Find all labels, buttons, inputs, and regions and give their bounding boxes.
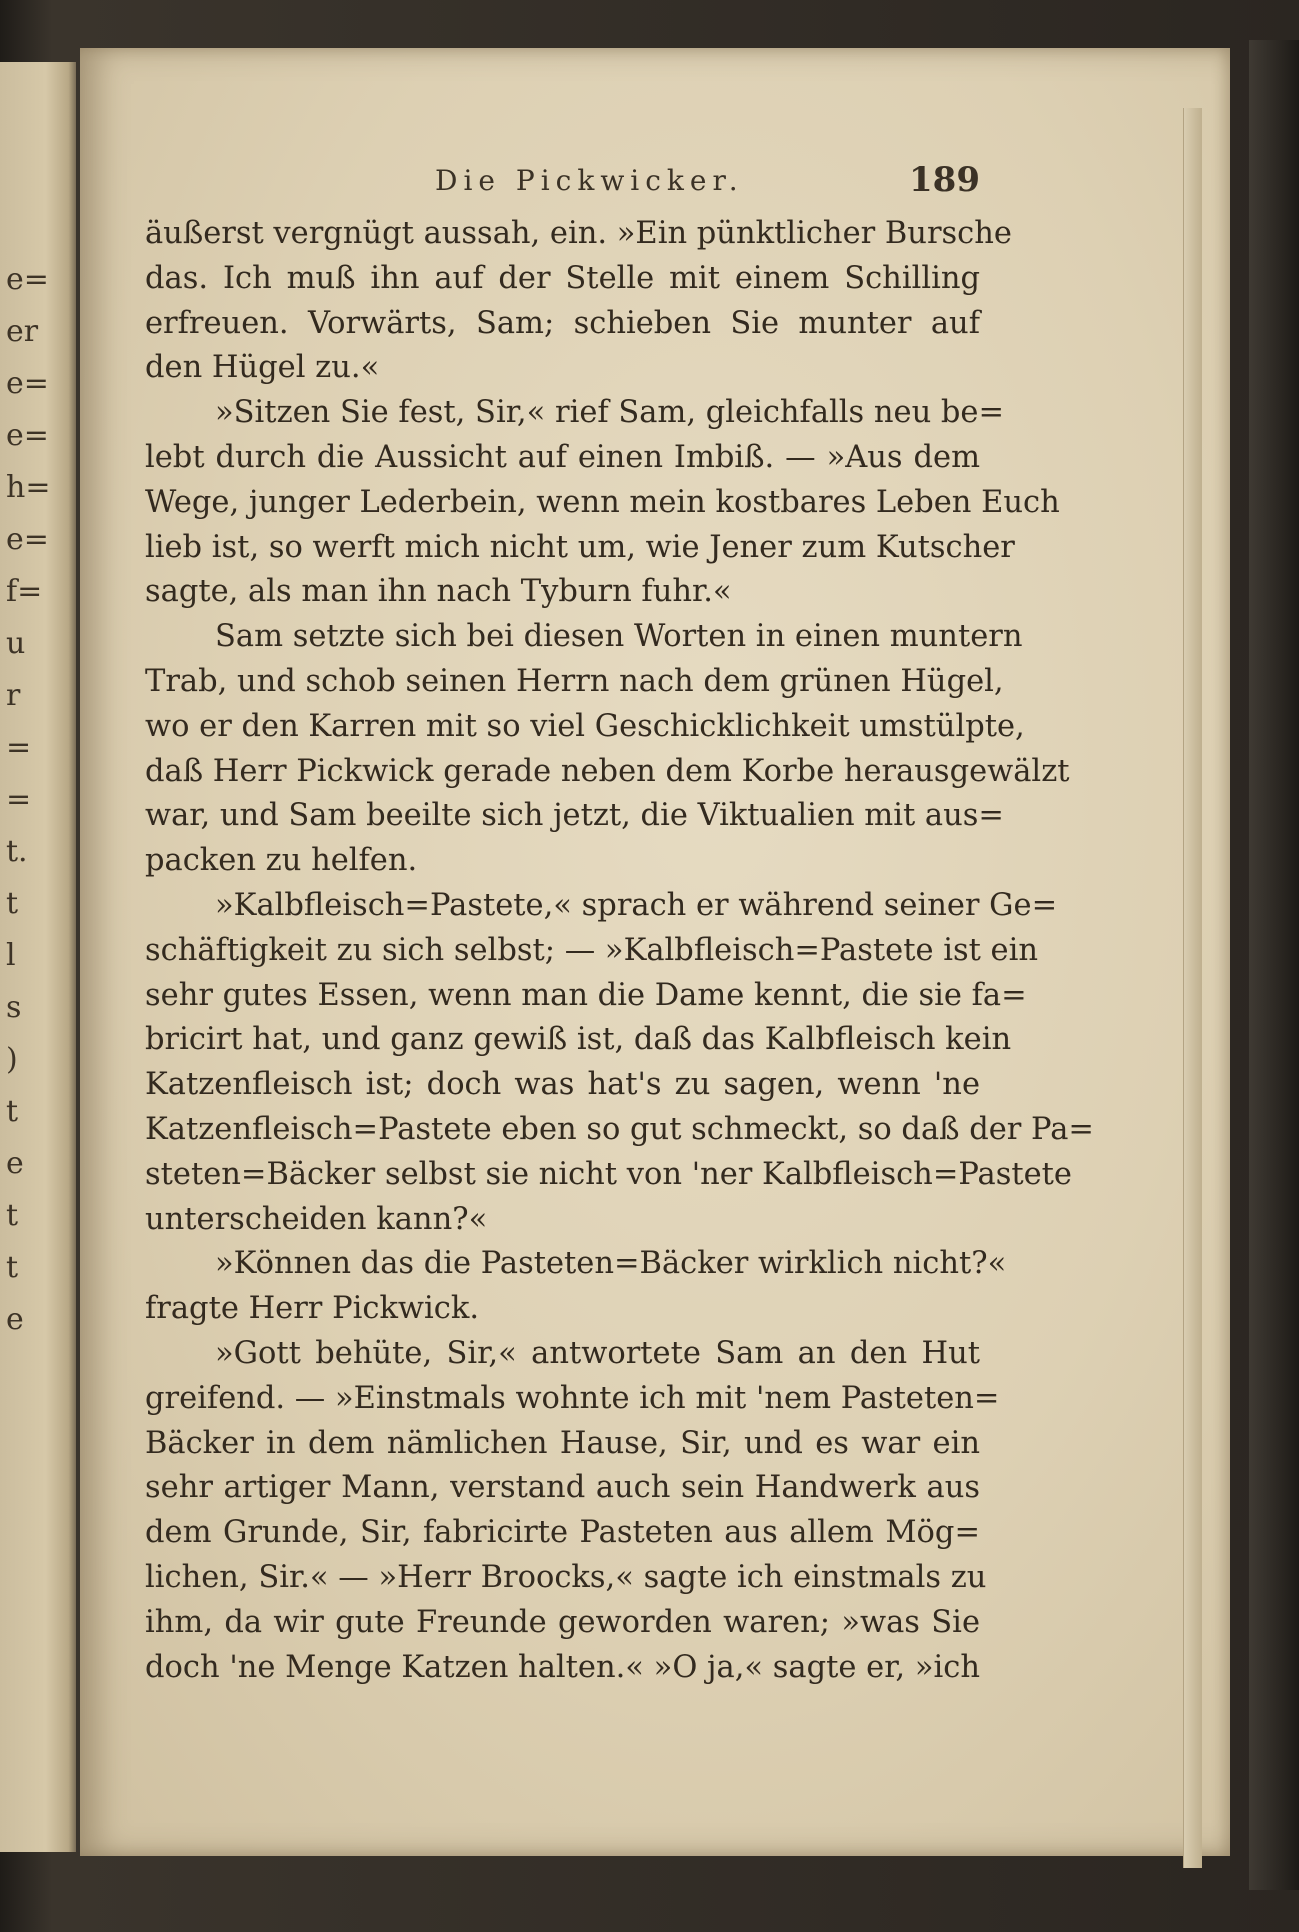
text-line: Wege, junger Lederbein, wenn mein kostbares Leben Euch	[145, 484, 1060, 520]
facing-page-fragment: e	[6, 1146, 24, 1181]
book-cover-edge	[1249, 40, 1299, 1890]
text-line: äußerst vergnügt aussah, ein. »Ein pünktlicher Bursche	[145, 216, 1012, 251]
text-line: den Hügel zu.«	[145, 350, 380, 386]
text-line: schäftigkeit zu sich selbst; — »Kalbfleisch=Pastete ist ein	[145, 932, 1039, 968]
text-line: »Kalbfleisch=Pastete,« sprach er während seiner Ge=	[215, 887, 1058, 923]
facing-page-fragment: e=	[6, 262, 49, 297]
facing-page-text-fragments	[6, 262, 66, 1362]
text-line: Trab, und schob seinen Herrn nach dem grünen Hügel,	[145, 663, 1004, 699]
text-line: doch 'ne Menge Katzen halten.« »O ja,« sagte er, »ich	[145, 1649, 980, 1685]
facing-page-fragment: =	[6, 730, 32, 765]
facing-page-fragment: u	[6, 626, 26, 661]
facing-page-fragment: h=	[6, 470, 51, 505]
facing-page-fragment: r	[6, 678, 21, 713]
facing-page-fragment: t.	[6, 834, 28, 869]
text-line: steten=Bäcker selbst sie nicht von 'ner Kalbfleisch=Pastete	[145, 1156, 1072, 1192]
facing-page-fragment: t	[6, 1198, 19, 1233]
text-line: dem Grunde, Sir, fabricirte Pasteten aus allem Mög=	[145, 1515, 980, 1551]
facing-page-fragment: e=	[6, 522, 49, 557]
body-text	[145, 212, 1094, 1690]
facing-page-fragment: t	[6, 1250, 19, 1285]
facing-page-fragment: l	[6, 938, 16, 973]
text-line: lieb ist, so werft mich nicht um, wie Jener zum Kutscher	[145, 529, 1015, 565]
text-line: sagte, als man ihn nach Tyburn fuhr.«	[145, 574, 732, 610]
text-line: fragte Herr Pickwick.	[145, 1291, 480, 1327]
text-line: »Sitzen Sie fest, Sir,« rief Sam, gleichfalls neu be=	[215, 395, 1005, 431]
running-title: Die Pickwicker.	[435, 164, 744, 197]
text-line: erfreuen. Vorwärts, Sam; schieben Sie munter auf	[145, 305, 980, 341]
text-line: bricirt hat, und ganz gewiß ist, daß das Kalbfleisch kein	[145, 1022, 1012, 1058]
facing-page-fragment: t	[6, 1094, 19, 1129]
text-line: »Gott behüte, Sir,« antwortete Sam an den Hut	[215, 1335, 980, 1371]
text-line: das. Ich muß ihn auf der Stelle mit einem Schilling	[145, 260, 980, 296]
text-line: Sam setzte sich bei diesen Worten in einen muntern	[215, 619, 1023, 655]
text-line: war, und Sam beeilte sich jetzt, die Viktualien mit aus=	[145, 798, 1004, 834]
text-line: lichen, Sir.« — »Herr Broocks,« sagte ich einstmals zu	[145, 1559, 987, 1595]
page-stack-edge	[1183, 108, 1202, 1868]
text-line: greifend. — »Einstmals wohnte ich mit 'nem Pasteten=	[145, 1380, 1000, 1416]
text-line: packen zu helfen.	[145, 843, 418, 879]
text-line: ihm, da wir gute Freunde geworden waren; »was Sie	[145, 1604, 980, 1640]
text-line: »Können das die Pasteten=Bäcker wirklich nicht?«	[215, 1246, 1007, 1282]
facing-page-fragment: e=	[6, 366, 49, 401]
facing-page-fragment: er	[6, 314, 39, 349]
facing-page-fragment: )	[6, 1042, 18, 1077]
text-line: wo er den Karren mit so viel Geschicklichkeit umstülpte,	[145, 708, 1025, 744]
facing-page-edge	[0, 62, 76, 1852]
facing-page-fragment: f=	[6, 574, 43, 609]
text-line: sehr gutes Essen, wenn man die Dame kennt, die sie fa=	[145, 977, 1027, 1013]
text-line: sehr artiger Mann, verstand auch sein Handwerk aus	[145, 1470, 980, 1506]
text-line: unterscheiden kann?«	[145, 1201, 488, 1237]
facing-page-fragment: e	[6, 1302, 24, 1337]
text-line: Katzenfleisch ist; doch was hat's zu sagen, wenn 'ne	[145, 1067, 980, 1103]
page-number: 189	[909, 160, 980, 200]
text-line: daß Herr Pickwick gerade neben dem Korbe herausgewälzt	[145, 753, 1070, 789]
facing-page-fragment: =	[6, 782, 32, 817]
facing-page-fragment: s	[6, 990, 22, 1025]
text-line: lebt durch die Aussicht auf einen Imbiß. — »Aus dem	[145, 439, 980, 475]
text-line: Katzenfleisch=Pastete eben so gut schmeckt, so daß der Pa=	[145, 1111, 1094, 1147]
facing-page-fragment: e=	[6, 418, 49, 453]
page-header	[145, 160, 980, 210]
text-line: Bäcker in dem nämlichen Hause, Sir, und es war ein	[145, 1425, 980, 1461]
facing-page-fragment: t	[6, 886, 19, 921]
